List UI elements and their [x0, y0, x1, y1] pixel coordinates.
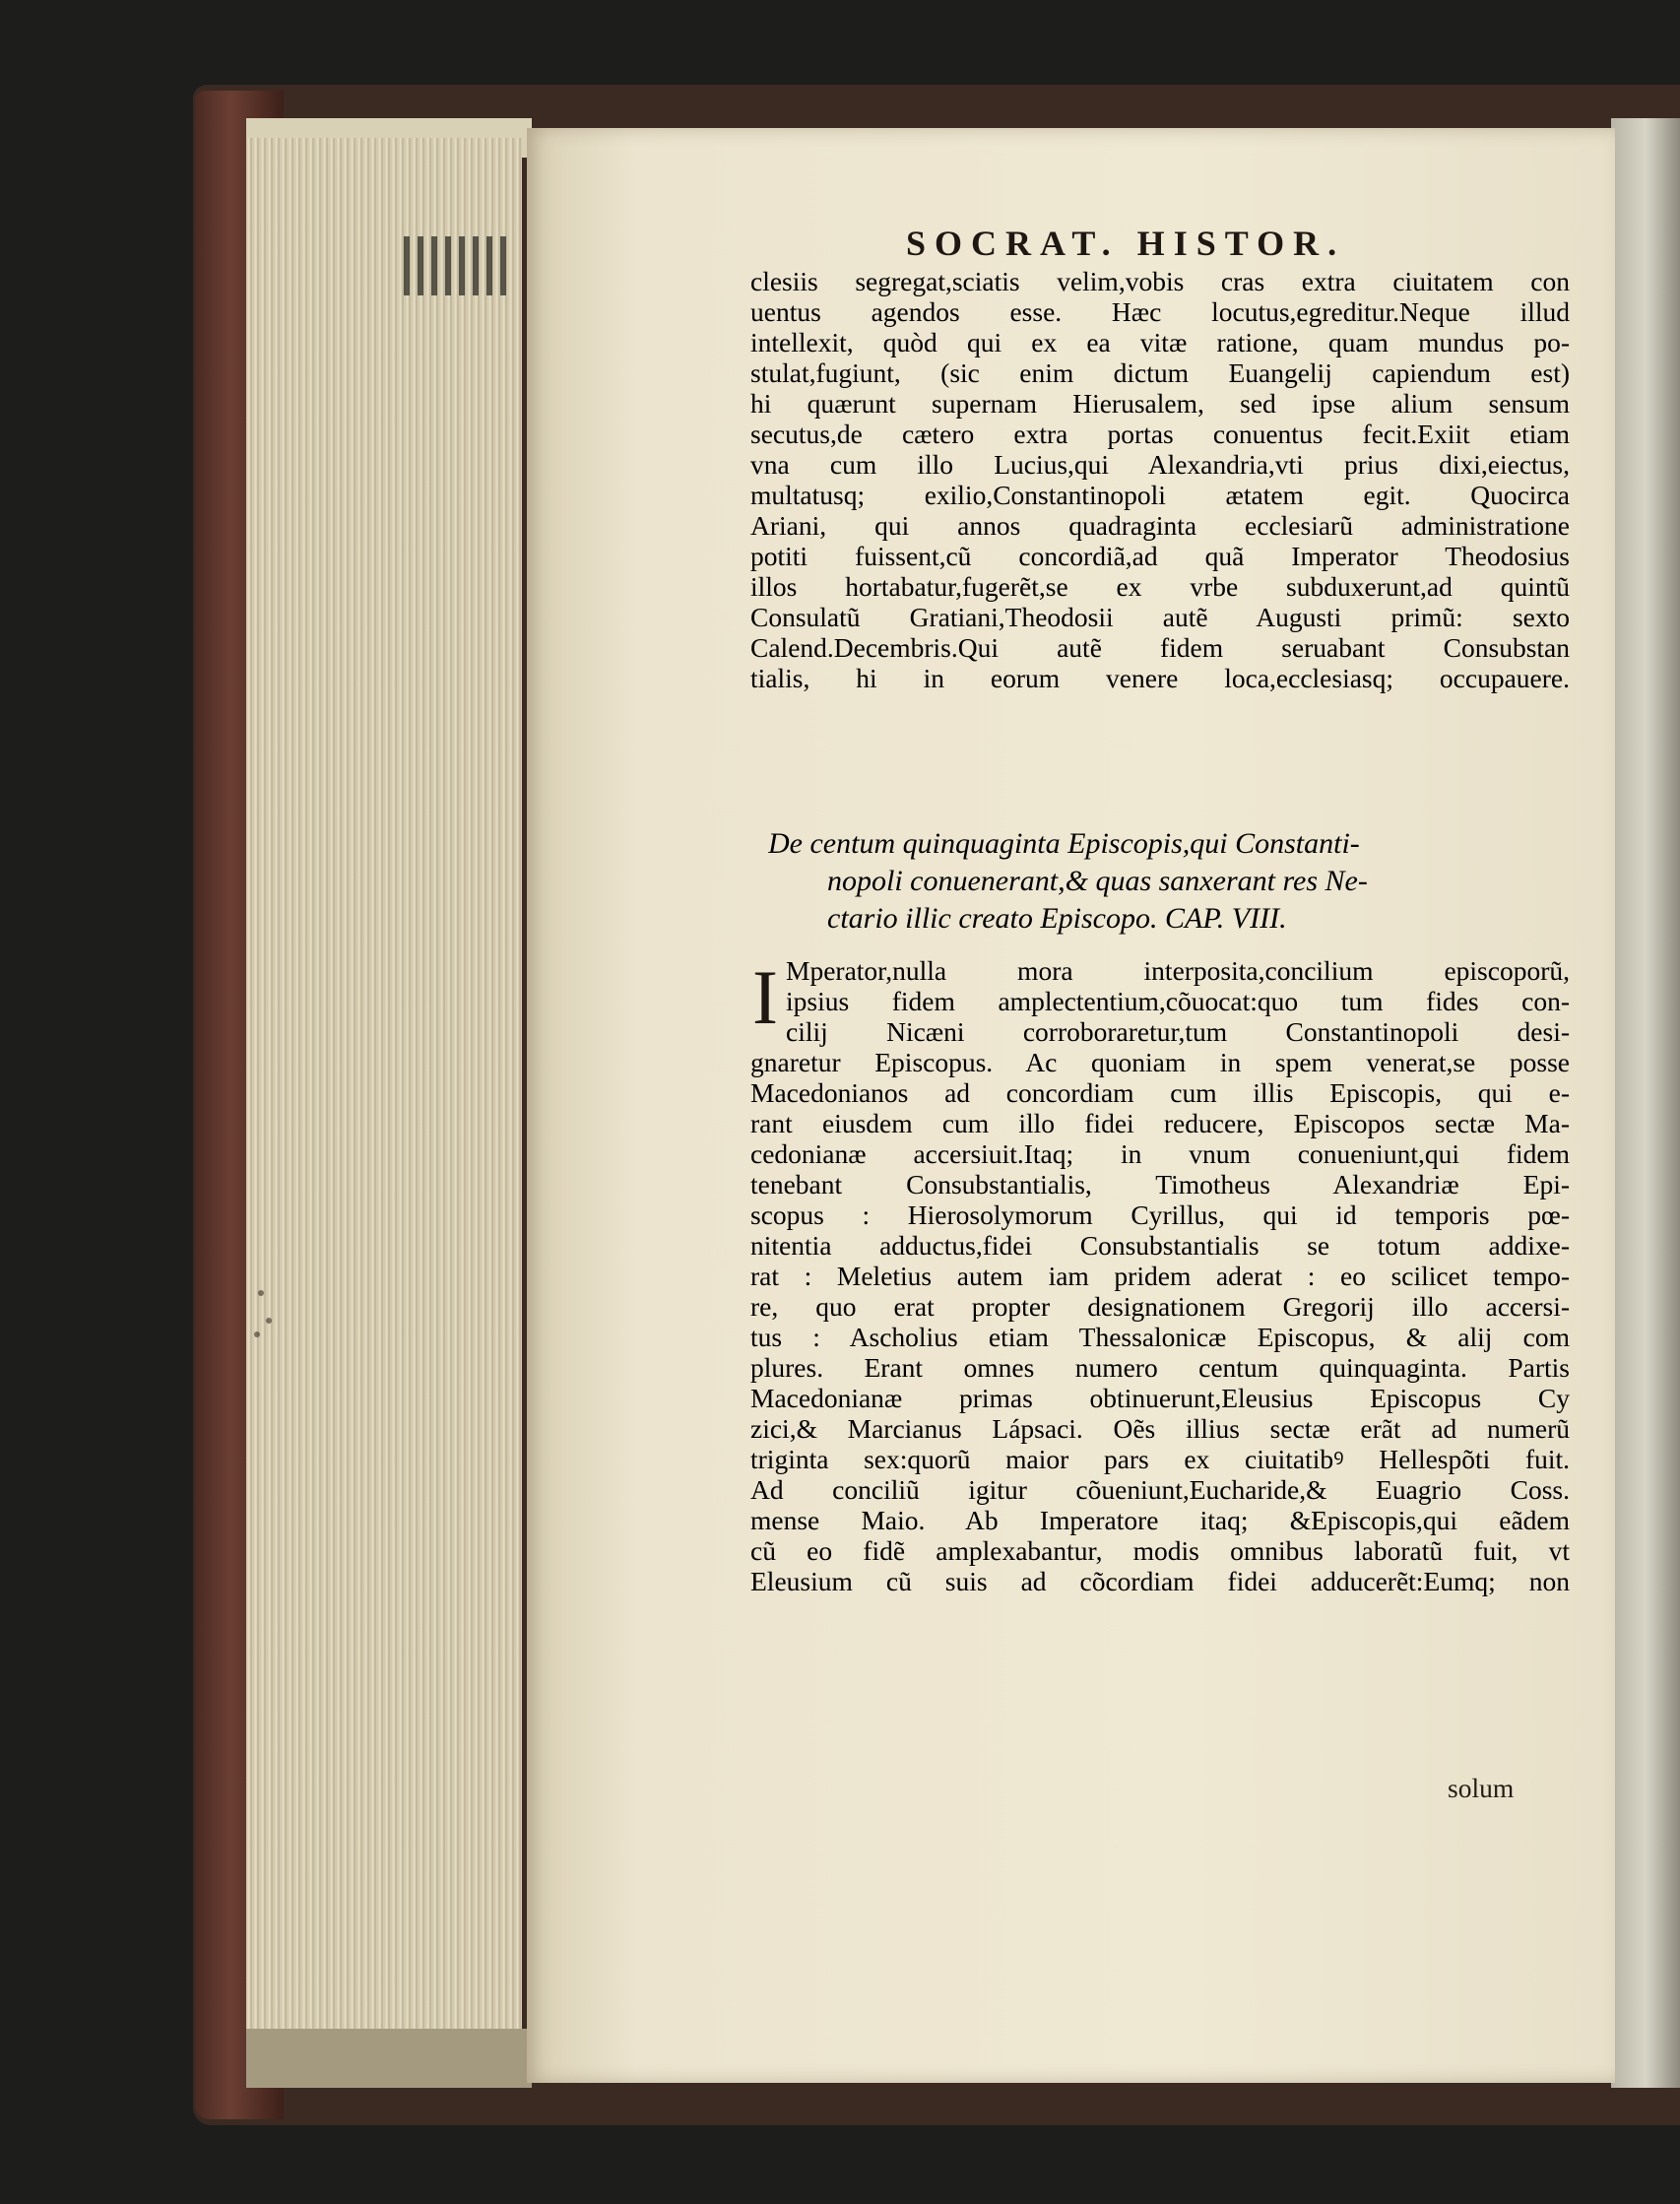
paragraph-2-line: Ad conciliũ igitur cõueniunt,Eucharide,& Euagrio Coss. — [750, 1474, 1570, 1505]
paragraph-1-line: clesiis segregat,sciatis velim,vobis cras extra ciuitatem con — [750, 266, 1570, 296]
paragraph-1-line: hi quærunt supernam Hierusalem, sed ipse alium sensum — [750, 388, 1570, 419]
specks — [266, 1318, 272, 1324]
paragraph-2-line: nitentia adductus,fidei Consubstantialis se totum addixe- — [750, 1230, 1570, 1261]
paragraph-2 — [750, 955, 1570, 1596]
chapter-heading-line: nopoli conuenerant,& quas sanxerant res Ne- — [827, 865, 1368, 897]
chapter-heading — [768, 825, 1526, 938]
paragraph-1-line: multatusq; exilio,Constantinopoli ætatem egit. Quocirca — [750, 480, 1570, 510]
paragraph-2-line: cũ eo fidẽ amplexabantur, modis omnibus laboratũ fuit, vt — [750, 1535, 1570, 1566]
paragraph-2-line: gnaretur Episcopus. Ac quoniam in spem venerat,se posse — [750, 1047, 1570, 1077]
running-head: SOCRAT. HISTOR. — [906, 224, 1346, 263]
paragraph-2-line: Mperator,nulla mora interposita,concilium episcoporũ, — [786, 955, 1570, 986]
paragraph-1-line: vna cum illo Lucius,qui Alexandria,vti prius dixi,eiectus, — [750, 449, 1570, 480]
paragraph-2-line: triginta sex:quorũ maior pars ex ciuitatibꝰ Hellespõti fuit. — [750, 1444, 1570, 1474]
paragraph-1-line: intellexit, quòd qui ex ea vitæ ratione, quam mundus po- — [750, 327, 1570, 357]
paragraph-1-line: uentus agendos esse. Hæc locutus,egreditur.Neque illud — [750, 296, 1570, 327]
paragraph-1-line: Calend.Decembris.Qui autẽ fidem seruabant Consubstan — [750, 632, 1570, 663]
paragraph-2-line: Eleusium cũ suis ad cõcordiam fidei adducerẽt:Eumq; non — [750, 1566, 1570, 1596]
specks — [258, 1290, 264, 1296]
paragraph-1-line: tialis, hi in eorum venere loca,ecclesiasq; occupauere. — [750, 663, 1570, 693]
chapter-heading-line: ctario illic creato Episcopo. CAP. VIII. — [827, 902, 1287, 935]
catchword: solum — [1448, 1773, 1515, 1803]
page-stack-bottom — [246, 2029, 532, 2088]
facing-page-edge — [1611, 118, 1680, 2088]
paragraph-2-line: tenebant Consubstantialis, Timotheus Alexandriæ Epi- — [750, 1169, 1570, 1199]
paragraph-2-line: ipsius fidem amplectentium,cõuocat:quo tum fides con- — [786, 986, 1570, 1016]
paragraph-2-line: rant eiusdem cum illo fidei reducere, Episcopos sectæ Ma- — [750, 1108, 1570, 1138]
paragraph-2-line: cedonianæ accersiuit.Itaq; in vnum conueniunt,qui fidem — [750, 1138, 1570, 1169]
paragraph-2-line: scopus : Hierosolymorum Cyrillus, qui id temporis pœ- — [750, 1199, 1570, 1230]
paragraph-1-line: secutus,de cætero extra portas conuentus fecit.Exiit etiam — [750, 419, 1570, 449]
paragraph-2-line: cilij Nicæni corroboraretur,tum Constantinopoli desi- — [786, 1016, 1570, 1047]
drop-cap: I — [752, 954, 778, 1040]
fore-edge-ink-mark — [404, 236, 512, 295]
paragraph-2-line: plures. Erant omnes numero centum quinquaginta. Partis — [750, 1352, 1570, 1383]
paragraph-2-line: re, quo erat propter designationem Gregorij illo accersi- — [750, 1291, 1570, 1322]
paragraph-1-line: Ariani, qui annos quadraginta ecclesiarũ administratione — [750, 510, 1570, 541]
paragraph-1-line: stulat,fugiunt, (sic enim dictum Euangelij capiendum est) — [750, 357, 1570, 388]
paragraph-2-line: Macedonianos ad concordiam cum illis Episcopis, qui e- — [750, 1077, 1570, 1108]
paragraph-2-line: zici,& Marcianus Lápsaci. Oẽs illius sectæ erãt ad numerũ — [750, 1413, 1570, 1444]
paragraph-2-line: mense Maio. Ab Imperatore itaq; &Episcopis,qui eãdem — [750, 1505, 1570, 1535]
specks — [254, 1331, 260, 1337]
paragraph-2-line: Macedonianæ primas obtinuerunt,Eleusius Episcopus Cy — [750, 1383, 1570, 1413]
paragraph-1-line: potiti fuissent,cũ concordiã,ad quã Imperator Theodosius — [750, 541, 1570, 571]
paragraph-1-line: Consulatũ Gratiani,Theodosii autẽ Augusti primũ: sexto — [750, 602, 1570, 632]
paragraph-1-line: illos hortabatur,fugerẽt,se ex vrbe subduxerunt,ad quintũ — [750, 571, 1570, 602]
paragraph-1 — [750, 266, 1570, 693]
paragraph-2-line: tus : Ascholius etiam Thessalonicæ Episcopus, & alij com — [750, 1322, 1570, 1352]
page-stack-edge — [246, 138, 522, 2068]
chapter-heading-line: De centum quinquaginta Episcopis,qui Constanti- — [768, 827, 1360, 860]
paragraph-2-line: rat : Meletius autem iam pridem aderat : eo scilicet tempo- — [750, 1261, 1570, 1291]
